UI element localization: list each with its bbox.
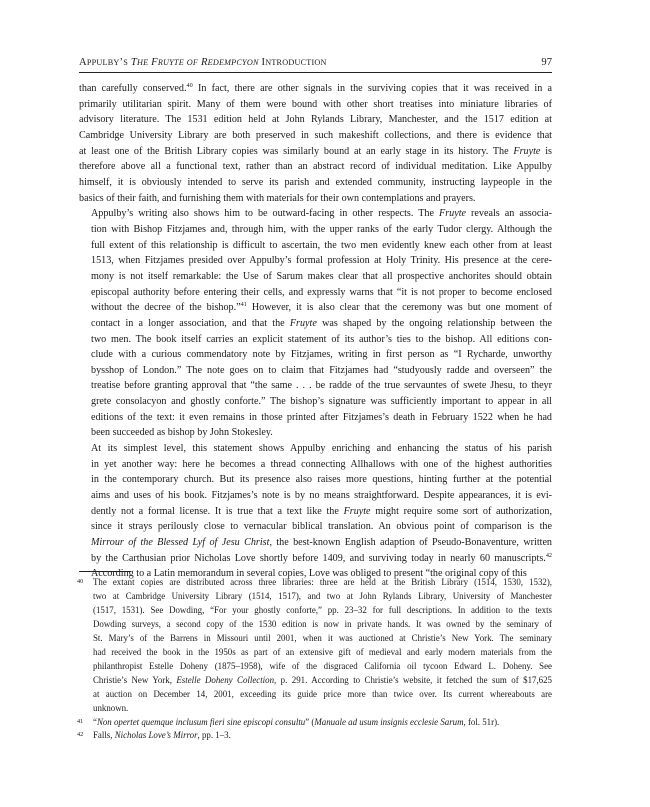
text-line: bysshop of London.” The note goes on to claim that Fitzjames had “studyously radde and overseen” the [91, 364, 552, 376]
text-line: (1517, 1531). See Dowding, “For your ghostly conforte,” pp. 23–32 for full descriptions. In addition to the texts [93, 604, 552, 615]
italic-text: Manuale ad usum insignis ecclesie Sarum [314, 716, 464, 727]
text-line: At its simplest level, this statement shows Appulby enriching and enhancing the status of his parish [91, 443, 552, 455]
italic-text: Non opertet quemque inclusum fieri sine episcopi consultu [96, 716, 306, 727]
text-line: grete consolacyon and ghostly conforte.” The bishop’s signature was sufficiently important to appear in all [91, 396, 552, 408]
footnote-ref: 42 [545, 551, 552, 559]
italic-text: Fruyte [439, 208, 467, 220]
footnote-rule [79, 571, 131, 572]
text-line: had received the book in the 1950s as part of an extensive gift of medieval and early modern materials from the [93, 646, 552, 657]
footnotes [79, 576, 552, 743]
text-line: by the Carthusian prior Nicholas Love shortly before 1409, and surviving today in nearly 60 manuscripts.$^{42}$ [91, 551, 552, 564]
footnote-number: 42 [77, 731, 84, 739]
footnote-number: 41 [77, 717, 84, 725]
italic-text: Estelle Doheny Collection [176, 674, 275, 685]
paragraph [79, 206, 552, 441]
footnote-number: 40 [77, 578, 84, 585]
text-line: The extant copies are distributed across three libraries: three are held at the British Library (1514, 1530, 1532), [93, 577, 552, 587]
text-line: full extent of this relationship is difficult to ascertain, the two men evidently knew each other from at least [91, 239, 552, 251]
text-line: St. Mary’s of the Barrens in Missouri until 2001, when it was auctioned at Christie’s New York. The seminary [93, 632, 552, 643]
running-head-title [79, 57, 327, 68]
running-head-section: INTRODUCTION [261, 57, 327, 68]
italic-text: Nicholas Love’s Mirror [114, 730, 198, 741]
text-line: advisory literature. The 1531 edition held at John Rylands Library, Manchester, and the 1517 edition at [79, 114, 552, 126]
text-line: According to a Latin memorandum in several copies, Love was obliged to present “the original copy of this [91, 568, 527, 580]
text-line: mony is not itself remarkable: the Use of Sarum makes clear that all prospective anchorites should obtain [91, 270, 552, 282]
text-line: philanthropist Estelle Doheny (1875–1958), wife of the disgraced California oil tycoon Edward L. Doheny. See [93, 660, 552, 671]
text-line: at auction on December 14, 2001, exceeding its guide price more than twice over. Its current whereabouts are [93, 688, 552, 699]
footnote-40 [79, 576, 552, 716]
footnote-ref: 41 [240, 301, 247, 309]
text-line: clude with a curious commendatory note by Fitzjames, writing in first person as “I Rycharde, unworthy [91, 349, 552, 361]
text-line: Appulby’s writing also shows him to be outward-facing in other respects. The Fruyte reveals an associa- [91, 208, 552, 220]
paragraph [79, 441, 552, 582]
footnote-ref: 40 [186, 82, 193, 89]
header-rule [79, 72, 552, 73]
text-line: primarily utilitarian spirit. Many of them were bound with other short treatises into miniature libraries of [79, 98, 552, 110]
text-line: two at Cambridge University Library (1514, 1517), and two at John Rylands Library, University of Manchester [93, 590, 552, 601]
text-line: without the decree of the bishop.”$^{41}$ However, it is also clear that the ceremony was but one moment of [91, 301, 552, 314]
footnote-text [93, 729, 552, 743]
text-line: basics of their faith, and furnishing them with materials for their own contemplations and prayers. [79, 192, 476, 204]
footnote-41 [79, 716, 552, 730]
footnote-42 [79, 729, 552, 743]
text-line: Falls, Nicholas Love’s Mirror, pp. 1–3. [93, 730, 231, 741]
text-line: than carefully conserved.$^{40}$ In fact, there are other signals in the surviving copies that it was received in a [79, 82, 553, 94]
italic-text: Mirrour of the Blessed Lyf of Jesu Christ [91, 537, 270, 549]
text-line: aims and uses of his book. Fitzjames’s note is by no means straightforward. Despite appearances, it is evi- [91, 490, 552, 502]
footnote-text [93, 716, 552, 730]
italic-text: Fruyte [289, 317, 317, 329]
italic-text: Fruyte [513, 145, 541, 157]
text-line: Cambridge University Library are both preserved in such makeshift collections, and there is evidence that [79, 129, 552, 141]
text-line: contact in a longer association, and that the Fruyte was shaped by the ongoing relationship between the [91, 317, 552, 329]
text-line: himself, it is obviously intended to serve its parish and extended community, instructing laypeople in the [79, 176, 552, 188]
text-line: unknown. [93, 702, 129, 713]
running-head [79, 57, 552, 71]
italic-text: Fruyte [343, 505, 371, 517]
text-line: episcopal authority before entering their cells, and expressly warns that “it is not proper to become enclosed [91, 286, 552, 298]
text-line: dently not a formal license. It is true that a text like the Fruyte might require some sort of authorization, [91, 505, 552, 517]
page-number: 97 [541, 57, 552, 68]
body-text [79, 81, 552, 582]
text-line: therefore above all a functional text, rather than an abstract record of individual meditation. Like Appulby [79, 161, 552, 173]
text-line: editions of the text: it even remains in those printed after Fitzjames’s death in February 1522 when he had [91, 411, 552, 423]
footnote-text [93, 576, 552, 716]
text-line: Mirrour of the Blessed Lyf of Jesu Christ, the best-known English adaption of Pseudo-Bonaventure, written [91, 537, 552, 549]
running-head-author: APPULBY’S [79, 57, 129, 68]
text-line: two men. The book itself carries an explicit statement of its author’s ties to the bishop. All editions con- [91, 333, 552, 345]
text-line: Christie’s New York, Estelle Doheny Collection, p. 291. According to Christie’s website, it fetched the sum of $17,625 [93, 674, 552, 685]
text-line: treatise before granting approval that “the same . . . be radde of the true servauntes of swete Jhesu, to theyr [91, 380, 552, 392]
text-line: in yet another way: here he becomes a thread connecting Allhallows with one of the highest authorities [91, 458, 552, 470]
text-line: been succeeded as bishop by John Stokesley. [91, 427, 273, 439]
text-line: since it strays perilously close to vernacular biblical translation. An obvious point of comparison is the [91, 521, 552, 533]
paragraph [79, 81, 552, 206]
text-line: 1513, when Fitzjames presided over Appulby’s formal profession at Holy Trinity. His presence at the cere- [91, 255, 552, 267]
text-line: tion with Bishop Fitzjames and, through him, with the upper ranks of the early Tudor clergy. Although the [91, 223, 552, 235]
text-line: at least one of the British Library copies was similarly bound at an early stage in its history. The Fruyte is [79, 145, 552, 157]
text-line: in the contemporary church. But its presence also raises more questions, hinting further at the potential [91, 474, 552, 486]
running-head-book-title: THE FRUYTE OF REDEMPCYON [130, 57, 259, 68]
text-line: “Non opertet quemque inclusum fieri sine episcopi consultu” (Manuale ad usum insignis ecclesie Sarum, fol. 51r). [93, 716, 500, 727]
text-line: Dowding surveys, a second copy of the 1530 edition is now in private hands. It was owned by the seminary of [93, 618, 552, 629]
